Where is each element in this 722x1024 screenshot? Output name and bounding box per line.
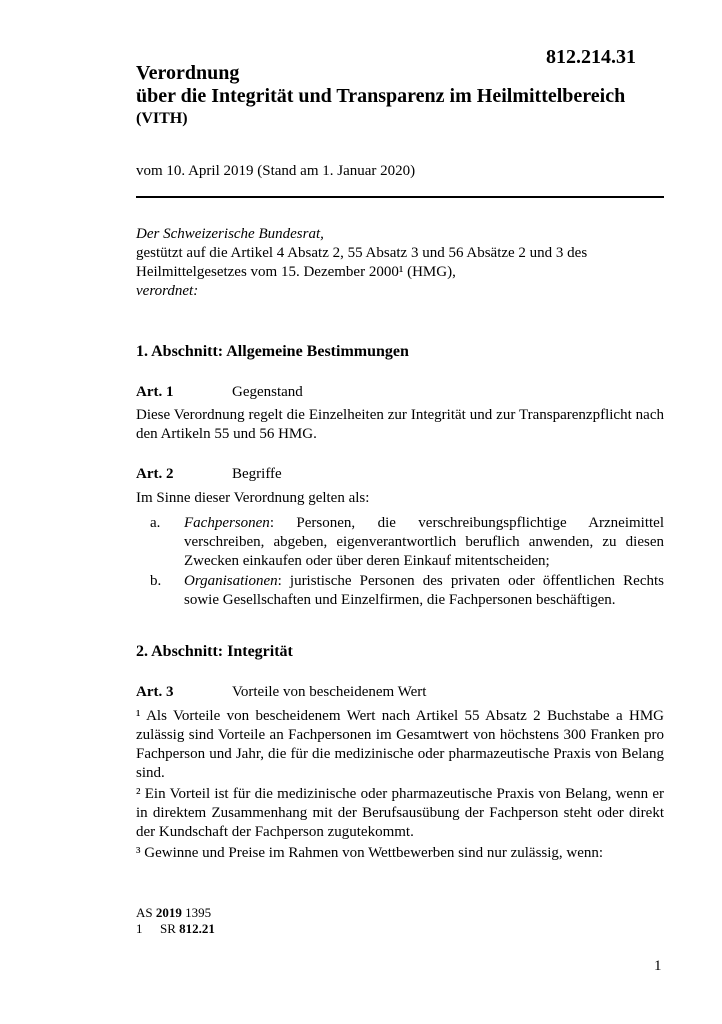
footnote-as-page: 1395 bbox=[185, 905, 212, 920]
document-title bbox=[136, 62, 625, 108]
list-item-term: Fachpersonen bbox=[184, 515, 270, 531]
list-item-text: : juristische Personen des privaten oder öffentlichen Rechts sowie Gesellschaften und Einzelfirmen, die Fachpersonen beschäftigen. bbox=[184, 573, 664, 608]
article-1-number: Art. 1 bbox=[136, 384, 174, 400]
title-line-2: über die Integrität und Transparenz im Heilmittelbereich bbox=[136, 85, 626, 107]
footnote-1-prefix: SR bbox=[160, 921, 176, 936]
article-2-heading bbox=[136, 466, 664, 483]
list-item-term: Organisationen bbox=[184, 573, 278, 589]
document-number: 812.214.31 bbox=[546, 46, 636, 68]
article-3-title: Vorteile von bescheidenem Wert bbox=[232, 684, 427, 700]
article-3-paragraph-2: ² Ein Vorteil ist für die medizinische oder pharmazeutische Praxis von Belang, wenn er in direktem Zusammenhang mit der Berufsausübung der Fachperson steht oder direkt der Kundschaft der Fachperson zugutekommt. bbox=[136, 786, 664, 840]
footnote-1 bbox=[136, 920, 215, 937]
article-3-paragraph-3: ³ Gewinne und Preise im Rahmen von Wettbewerben sind nur zulässig, wenn: bbox=[136, 845, 604, 861]
footnote-as-year: 2019 bbox=[155, 905, 182, 920]
section-2-heading: 2. Abschnitt: Integrität bbox=[136, 643, 293, 660]
footnote-1-mark: 1 bbox=[136, 921, 143, 936]
title-abbreviation: (VITH) bbox=[136, 110, 188, 127]
date-line: vom 10. April 2019 (Stand am 1. Januar 2020) bbox=[136, 163, 416, 179]
title-line-1: Verordnung bbox=[136, 62, 240, 84]
article-1-heading bbox=[136, 384, 664, 401]
list-item-label: a. bbox=[150, 515, 161, 531]
article-2-title: Begriffe bbox=[232, 466, 282, 482]
section-1-heading: 1. Abschnitt: Allgemeine Bestimmungen bbox=[136, 343, 409, 360]
article-1-text: Diese Verordnung regelt die Einzelheiten zur Integrität und zur Transparenzpflicht nach den Artikeln 55 und 56 HMG. bbox=[136, 407, 664, 442]
list-item-label: b. bbox=[150, 573, 162, 589]
footnote-1-ref: 812.21 bbox=[179, 921, 215, 936]
list-item bbox=[136, 572, 664, 610]
list-item-text: : Personen, die verschreibungspflichtige Arzneimittel verschreiben, abgeben, eigenverantwortlich beruflich anwenden, zu diesen Zwecken einkaufen oder über deren Einkauf mitentscheiden; bbox=[184, 515, 664, 569]
article-1-title: Gegenstand bbox=[232, 384, 303, 400]
page-number: 1 bbox=[654, 958, 662, 974]
article-2-intro: Im Sinne dieser Verordnung gelten als: bbox=[136, 490, 370, 506]
list-item bbox=[136, 514, 664, 571]
header-rule bbox=[136, 196, 664, 198]
preamble bbox=[136, 225, 664, 301]
article-3-paragraph-1: ¹ Als Vorteile von bescheidenem Wert nach Artikel 55 Absatz 2 Buchstabe a HMG zulässig sind Vorteile an Fachpersonen im Gesamtwert von höchstens 300 Franken pro Fachperson und Jahr, die für die medizinische oder pharmazeutische Praxis von Belang sind. bbox=[136, 708, 664, 781]
footnote-as-prefix: AS bbox=[136, 905, 153, 920]
article-3-heading bbox=[136, 684, 664, 701]
preamble-authority: Der Schweizerische Bundesrat, bbox=[136, 226, 324, 242]
footnote-as bbox=[136, 904, 211, 921]
preamble-decree: verordnet: bbox=[136, 283, 199, 299]
article-3-number: Art. 3 bbox=[136, 684, 174, 700]
preamble-basis: gestützt auf die Artikel 4 Absatz 2, 55 Absatz 3 und 56 Absätze 2 und 3 des Heilmittelgesetzes vom 15. Dezember 2000¹ (HMG), bbox=[136, 245, 588, 280]
article-2-number: Art. 2 bbox=[136, 466, 174, 482]
